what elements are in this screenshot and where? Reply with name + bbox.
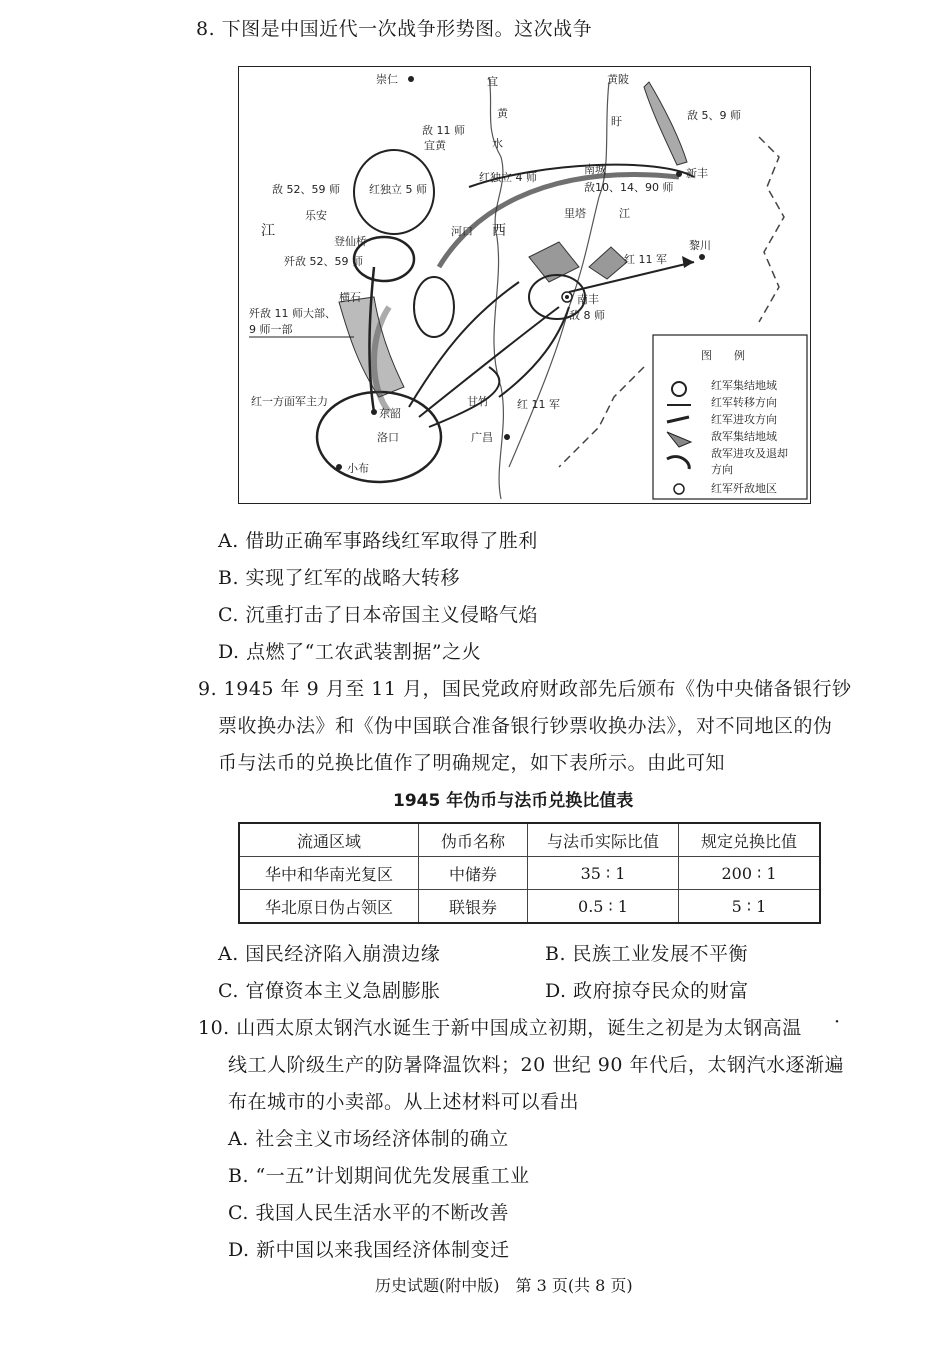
label-hongyi: 红一方面军主力 <box>251 395 328 408</box>
label-dengxianqiao: 登仙桥 <box>334 235 367 248</box>
cell-official-ratio: 5 ∶ 1 <box>679 890 821 924</box>
label-lichuan: 黎川 <box>689 239 711 252</box>
page-footer: 历史试题(附中版) 第 3 页(共 8 页) <box>375 1276 633 1295</box>
legend-item-6: 方向 <box>711 463 733 476</box>
q9-option-a[interactable]: A. 国民经济陷入崩溃边缘 <box>218 943 441 965</box>
label-xinfeng: 新丰 <box>686 167 708 180</box>
q8-option-b[interactable]: B. 实现了红军的战略大转移 <box>218 567 461 589</box>
cell-official-ratio: 200 ∶ 1 <box>679 857 821 890</box>
arrow-head-11th <box>682 256 694 268</box>
red-gather-5 <box>414 277 454 337</box>
label-chongren: 崇仁 <box>376 73 398 86</box>
margin-mark: · <box>834 1011 841 1033</box>
q8-option-d[interactable]: D. 点燃了“工农武装割据”之火 <box>218 641 482 663</box>
legend-item-3: 红军进攻方向 <box>711 413 777 426</box>
label-di-8: 敌 8 师 <box>569 309 605 322</box>
cell-currency: 中储券 <box>419 857 528 890</box>
q8-option-c[interactable]: C. 沉重打击了日本帝国主义侵略气焰 <box>218 604 538 626</box>
q9-option-c[interactable]: C. 官僚资本主义急剧膨胀 <box>218 980 441 1002</box>
q9-stem-line-2: 票收换办法》和《伪中国联合准备银行钞票收换办法》，对不同地区的伪 <box>218 715 833 737</box>
q8-stem: 8. 下图是中国近代一次战争形势图。这次战争 <box>196 18 593 40</box>
label-ganzhu: 甘竹 <box>467 395 489 408</box>
label-di-52-59: 敌 52、59 师 <box>272 183 340 196</box>
legend-item-7: 红军歼敌地区 <box>711 482 777 495</box>
label-yihuang: 宜黄 <box>424 139 446 152</box>
label-di-10-14-90: 敌10、14、90 师 <box>584 181 674 194</box>
q10-option-c[interactable]: C. 我国人民生活水平的不断改善 <box>228 1202 509 1224</box>
label-nancheng: 南城 <box>584 163 606 176</box>
label-hong11b: 红 11 军 <box>517 398 560 411</box>
label-shui: 水 <box>492 137 503 150</box>
enemy-area-4 <box>644 82 687 165</box>
war-situation-map <box>238 66 811 504</box>
label-hengshi: 横石 <box>339 291 361 304</box>
header-region: 流通区域 <box>239 823 419 857</box>
q10-stem-line-1: 10. 山西太原太钢汽水诞生于新中国成立初期，诞生之初是为太钢高温 <box>198 1017 802 1039</box>
q8-option-a[interactable]: A. 借助正确军事路线红军取得了胜利 <box>218 530 538 552</box>
q10-stem-line-3: 布在城市的小卖部。从上述材料可以看出 <box>228 1091 580 1113</box>
table-row <box>239 890 820 924</box>
red-arrow-11th <box>569 262 694 292</box>
table-header-row <box>239 823 820 857</box>
label-hongdu5: 红独立 5 师 <box>369 183 427 196</box>
q10-option-b[interactable]: B. “一五”计划期间优先发展重工业 <box>228 1165 530 1187</box>
cell-actual-ratio: 0.5 ∶ 1 <box>528 890 679 924</box>
label-nanfeng: 南丰 <box>577 293 599 306</box>
label-huang: 黄 <box>497 107 508 120</box>
label-huanghuibo: 黄陂 <box>607 73 629 86</box>
red-arrow-6 <box>499 307 569 397</box>
legend-title: 图 例 <box>701 349 745 362</box>
cell-region: 华北原日伪占领区 <box>239 890 419 924</box>
legend-item-5: 敌军进攻及退却 <box>711 447 788 460</box>
q9-option-b[interactable]: B. 民族工业发展不平衡 <box>545 943 749 965</box>
label-xi-prov: 西 <box>492 223 506 239</box>
q10-option-d[interactable]: D. 新中国以来我国经济体制变迁 <box>228 1239 510 1261</box>
map-drawing <box>239 67 809 502</box>
q10-option-a[interactable]: A. 社会主义市场经济体制的确立 <box>228 1128 509 1150</box>
label-di-5-9: 敌 5、9 师 <box>687 109 741 122</box>
cell-currency: 联银券 <box>419 890 528 924</box>
label-di-11: 敌 11 师 <box>422 124 465 137</box>
province-border <box>759 137 784 322</box>
label-jiang2: 江 <box>619 207 630 220</box>
label-xiaobu: 小布 <box>347 462 369 475</box>
cell-region: 华中和华南光复区 <box>239 857 419 890</box>
exchange-rate-table <box>238 822 821 924</box>
label-dongshao: 东韶 <box>379 407 401 420</box>
label-lita: 里塔 <box>564 207 586 220</box>
header-official-ratio: 规定兑换比值 <box>679 823 821 857</box>
legend-item-4: 敌军集结地域 <box>711 430 777 443</box>
table-row <box>239 857 820 890</box>
label-hekou: 河口 <box>451 225 473 238</box>
cell-actual-ratio: 35 ∶ 1 <box>528 857 679 890</box>
label-hongdu4: 红独立 4 师 <box>479 171 537 184</box>
table-title: 1945 年伪币与法币兑换比值表 <box>393 791 634 811</box>
label-guangchang: 广昌 <box>471 431 493 444</box>
q9-option-d[interactable]: D. 政府掠夺民众的财富 <box>545 980 749 1002</box>
label-luokou: 洛口 <box>377 431 399 444</box>
label-jian-52-59: 歼敌 52、59 师 <box>284 255 363 268</box>
label-jian-11: 歼敌 11 师大部、 <box>249 307 336 320</box>
province-border-2 <box>559 367 644 467</box>
label-xun: 盱 <box>611 115 622 128</box>
enemy-area-3 <box>589 247 627 279</box>
header-currency: 伪币名称 <box>419 823 528 857</box>
label-nine-part: 9 师一部 <box>249 323 293 336</box>
label-jiang-prov: 江 <box>261 223 275 239</box>
q10-stem-line-2: 线工人阶级生产的防暑降温饮料；20 世纪 90 年代后，太钢汽水逐渐遍 <box>228 1054 844 1076</box>
header-actual-ratio: 与法币实际比值 <box>528 823 679 857</box>
label-yi: 宜 <box>487 75 498 88</box>
label-hong11: 红 11 军 <box>624 253 667 266</box>
q9-stem-line-3: 币与法币的兑换比值作了明确规定，如下表所示。由此可知 <box>218 752 726 774</box>
red-arrow-3 <box>409 282 519 407</box>
q9-stem-line-1: 9. 1945 年 9 月至 11 月，国民党政府财政部先后颁布《伪中央储备银行钞 <box>198 678 852 700</box>
legend-item-1: 红军集结地域 <box>711 379 777 392</box>
label-lean: 乐安 <box>305 209 327 222</box>
legend-item-2: 红军转移方向 <box>711 396 777 409</box>
